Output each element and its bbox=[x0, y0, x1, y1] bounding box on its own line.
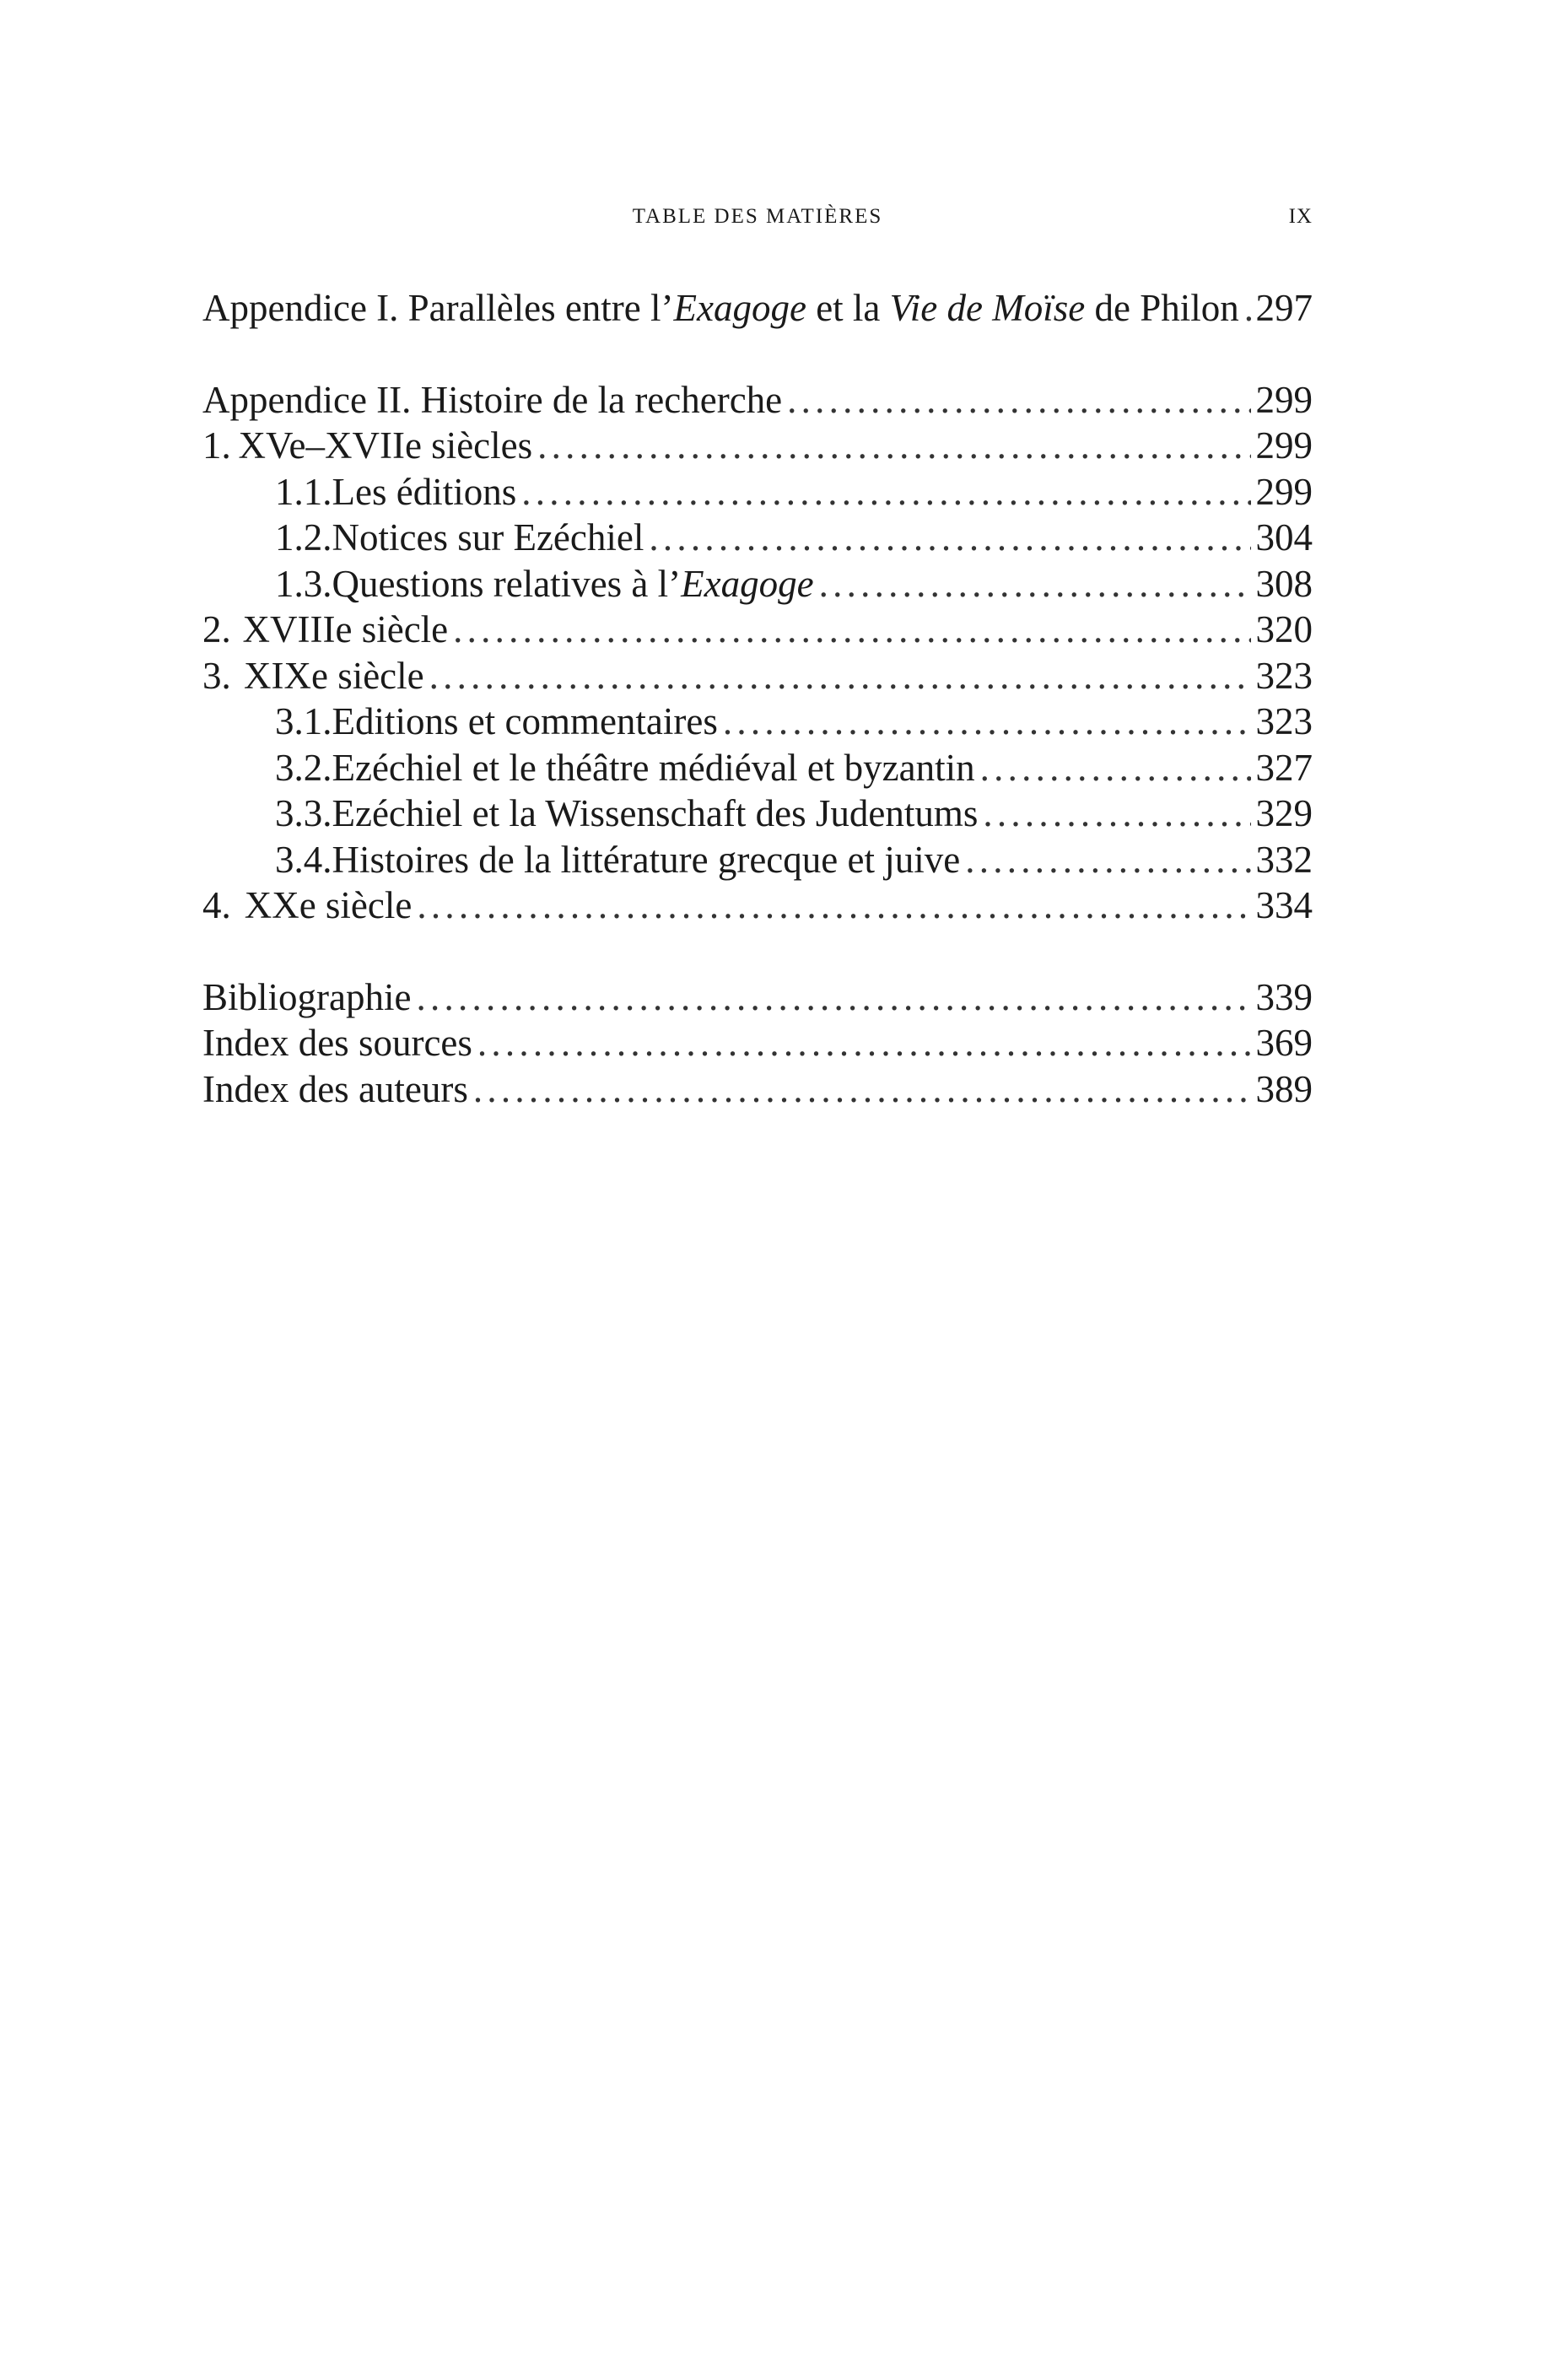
toc-group-appendix-1 bbox=[202, 285, 1313, 332]
leader-dots bbox=[649, 515, 1250, 561]
leader-dots bbox=[416, 974, 1250, 1021]
toc-entry-page: 308 bbox=[1255, 562, 1313, 605]
toc-group-back-matter bbox=[202, 974, 1313, 1113]
section-number: 3.1. bbox=[275, 700, 332, 742]
leader-dots bbox=[477, 1020, 1251, 1066]
section-number: 4. bbox=[202, 884, 231, 926]
toc-entry-title: Editions et commentaires bbox=[332, 700, 718, 742]
leader-dots bbox=[429, 653, 1251, 699]
toc-entry-page: 299 bbox=[1255, 470, 1313, 513]
section-number: 3.2. bbox=[275, 746, 332, 789]
toc-entry-page: 327 bbox=[1255, 746, 1313, 789]
running-header bbox=[202, 205, 1313, 239]
toc-entry-page: 369 bbox=[1255, 1022, 1313, 1064]
leader-dots bbox=[787, 377, 1250, 424]
toc-entry-section-1-3[interactable] bbox=[202, 561, 1313, 607]
running-title: TABLE DES MATIÈRES bbox=[632, 205, 883, 228]
section-number: 1.2. bbox=[275, 516, 332, 559]
leader-dots bbox=[417, 882, 1250, 929]
toc-entry-title: Histoires de la littérature grecque et juive bbox=[332, 838, 961, 881]
section-number: 3. bbox=[202, 654, 231, 697]
toc-entry-title: XIXe siècle bbox=[243, 654, 424, 697]
toc-entry-page: 339 bbox=[1255, 975, 1313, 1018]
leader-dots bbox=[723, 699, 1251, 745]
toc-entry-section-4[interactable] bbox=[202, 882, 1313, 929]
leader-dots bbox=[537, 423, 1250, 469]
toc-entry-index-des-sources[interactable] bbox=[202, 1020, 1313, 1066]
toc-entry-section-3-3[interactable] bbox=[202, 791, 1313, 837]
toc-entry-page: 299 bbox=[1255, 424, 1313, 467]
toc-entry-section-3-1[interactable] bbox=[202, 699, 1313, 745]
toc-entry-page: 304 bbox=[1255, 516, 1313, 559]
toc-entry-section-1[interactable] bbox=[202, 423, 1313, 469]
toc-entry-page: 320 bbox=[1255, 608, 1313, 650]
toc-entry-title: Ezéchiel et la Wissenschaft des Judentums bbox=[332, 792, 979, 834]
section-number: 1.1. bbox=[275, 470, 332, 513]
toc-entry-title: Index des sources bbox=[202, 1022, 472, 1064]
leader-dots bbox=[965, 837, 1250, 883]
toc-entry-appendix-1[interactable] bbox=[202, 285, 1313, 332]
leader-dots bbox=[980, 745, 1251, 791]
toc-entry-title: XVIIIe siècle bbox=[242, 608, 449, 650]
toc-entry-title: Appendice I. Parallèles entre l’Exagoge et la Vie de Moïse de Philon bbox=[202, 287, 1239, 329]
toc-entry-title: Appendice II. Histoire de la recherche bbox=[202, 378, 783, 421]
toc-entry-title: Ezéchiel et le théâtre médiéval et byzantin bbox=[332, 746, 975, 789]
toc-entry-section-1-2[interactable] bbox=[202, 515, 1313, 561]
toc-entry-index-des-auteurs[interactable] bbox=[202, 1066, 1313, 1113]
toc-entry-page: 323 bbox=[1255, 654, 1313, 697]
toc-entry-page: 323 bbox=[1255, 700, 1313, 742]
table-of-contents bbox=[202, 285, 1313, 1158]
page-number: IX bbox=[1288, 205, 1313, 228]
toc-entry-page: 299 bbox=[1255, 378, 1313, 421]
leader-dots bbox=[521, 469, 1250, 515]
leader-dots bbox=[1244, 285, 1251, 332]
toc-entry-page: 332 bbox=[1255, 838, 1313, 881]
toc-entry-title: Notices sur Ezéchiel bbox=[332, 516, 644, 559]
toc-entry-section-1-1[interactable] bbox=[202, 469, 1313, 515]
leader-dots bbox=[983, 791, 1250, 837]
leader-dots bbox=[819, 561, 1251, 607]
toc-entry-section-3-2[interactable] bbox=[202, 745, 1313, 791]
toc-entry-bibliographie[interactable] bbox=[202, 974, 1313, 1021]
section-number: 3.3. bbox=[275, 792, 332, 834]
toc-entry-section-3[interactable] bbox=[202, 653, 1313, 699]
toc-entry-page: 389 bbox=[1255, 1067, 1313, 1110]
toc-group-appendix-2 bbox=[202, 377, 1313, 929]
leader-dots bbox=[453, 607, 1250, 653]
toc-entry-title: Bibliographie bbox=[202, 975, 412, 1018]
toc-entry-appendix-2[interactable] bbox=[202, 377, 1313, 424]
toc-entry-page: 297 bbox=[1255, 287, 1313, 329]
toc-entry-title: XXe siècle bbox=[244, 884, 413, 926]
toc-entry-page: 329 bbox=[1255, 792, 1313, 834]
section-number: 1. bbox=[202, 424, 231, 467]
toc-entry-title: Index des auteurs bbox=[202, 1067, 468, 1110]
section-number: 2. bbox=[202, 608, 231, 650]
section-number: 1.3. bbox=[275, 562, 332, 605]
toc-entry-title: Questions relatives à l’Exagoge bbox=[332, 562, 814, 605]
toc-entry-section-3-4[interactable] bbox=[202, 837, 1313, 883]
toc-entry-section-2[interactable] bbox=[202, 607, 1313, 653]
toc-entry-title: XVe–XVIIe siècles bbox=[238, 424, 533, 467]
toc-entry-title: Les éditions bbox=[332, 470, 517, 513]
toc-entry-page: 334 bbox=[1255, 884, 1313, 926]
section-number: 3.4. bbox=[275, 838, 332, 881]
leader-dots bbox=[473, 1066, 1251, 1113]
